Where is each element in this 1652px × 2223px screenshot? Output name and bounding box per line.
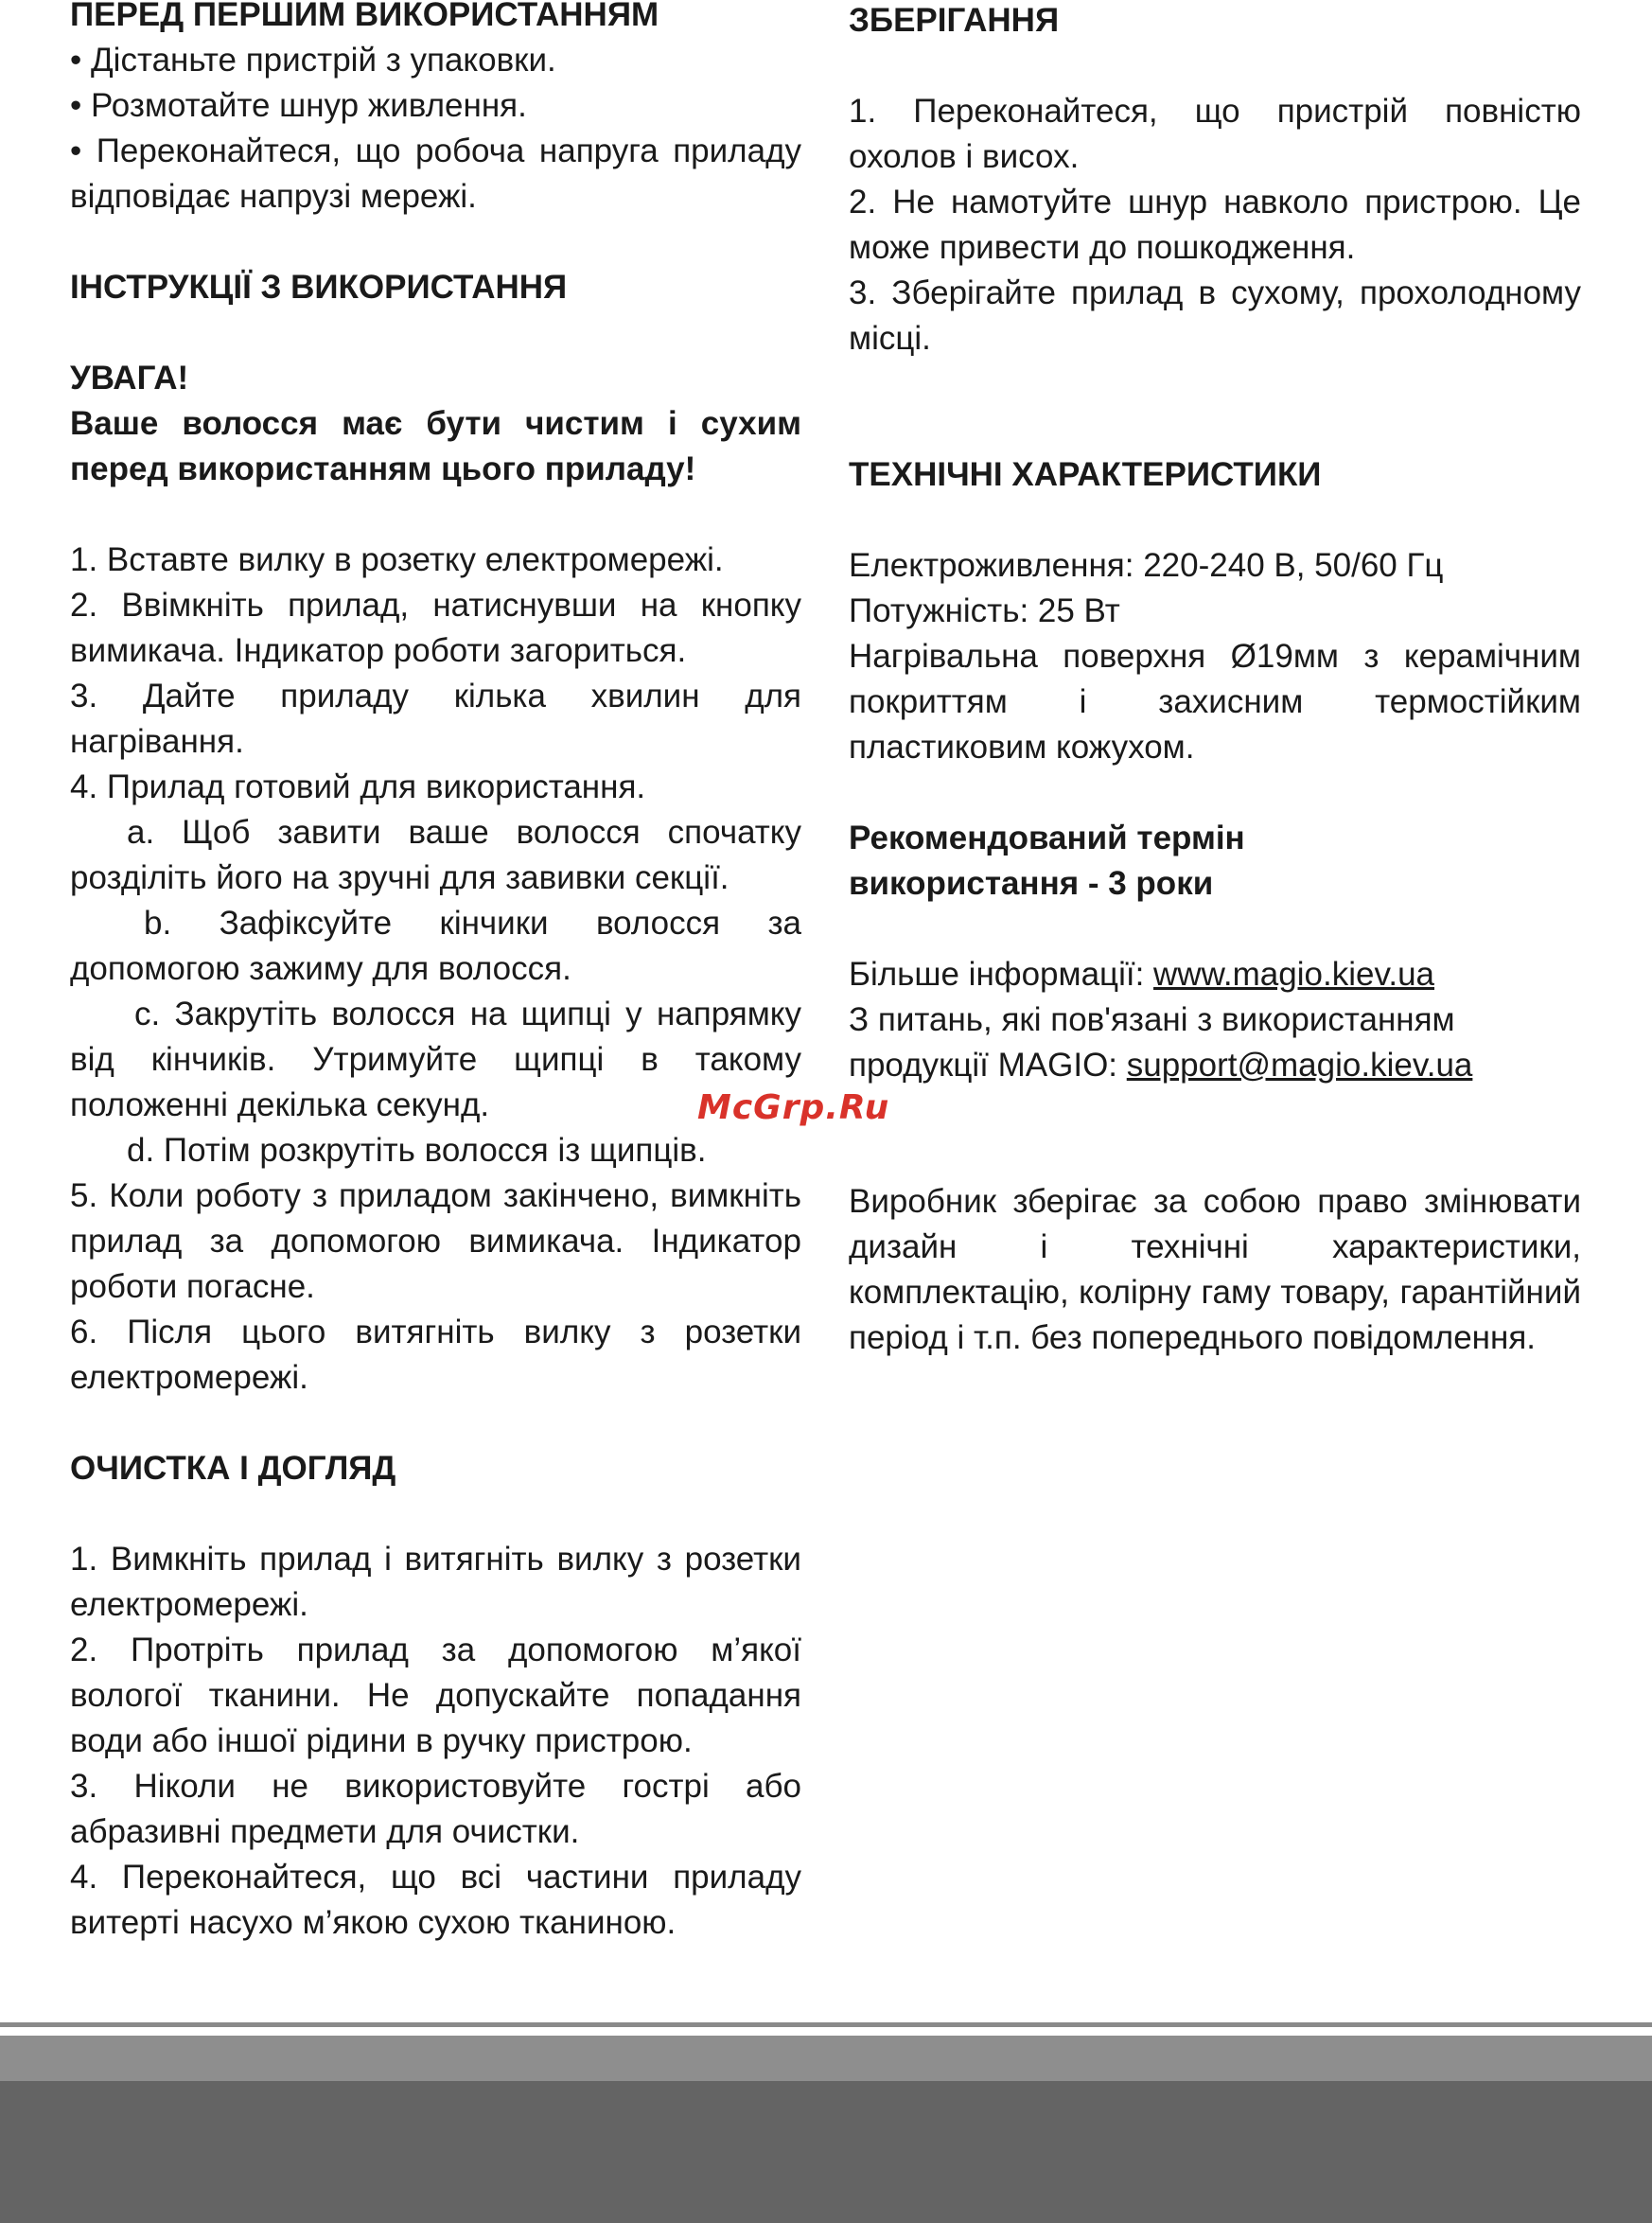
cleaning-step-2: 2. Протріть прилад за допомогою м’якої вологої тканини. Не допускайте попадання води або іншої рідини в ручку пристрою. <box>70 1632 801 1759</box>
cleaning-step-4: 4. Переконайтеся, що всі частини приладу витерті насухо м’якою сухою тканиною. <box>70 1859 801 1941</box>
questions-label: продукції MAGIO: <box>849 1047 1127 1084</box>
instruction-step-4d: d. Потім розкрутіть волосся із щипців. <box>127 1132 707 1169</box>
specs-surface: Нагрівальна поверхня Ø19мм з керамічним покриттям і захисним термостійким пластиковим кожухом. <box>849 638 1581 766</box>
instruction-step-4: 4. Прилад готовий для використання. <box>70 768 646 805</box>
instruction-step-4b: b. Зафіксуйте кінчики волосся за допомогою зажиму для волосся. <box>70 905 801 987</box>
footer-band <box>0 2036 1652 2081</box>
storage-step-2: 2. Не намотуйте шнур навколо пристрою. Це може привести до пошкодження. <box>849 184 1581 266</box>
before-use-heading: ПЕРЕД ПЕРШИМ ВИКОРИСТАННЯМ <box>70 0 659 33</box>
more-info-label: Більше інформації: <box>849 956 1154 993</box>
questions-line-1: З питань, які пов'язані з використанням <box>849 1001 1455 1038</box>
email-link[interactable]: support@magio.kiev.ua <box>1126 1047 1473 1084</box>
instruction-step-6: 6. Після цього витягніть вилку з розетки електромережі. <box>70 1314 801 1396</box>
warning-title: УВАГА! <box>70 360 189 397</box>
instruction-step-5: 5. Коли роботу з приладом закінчено, вимкніть прилад за допомогою вимикача. Індикатор роботи погасне. <box>70 1177 801 1305</box>
instruction-step-1: 1. Вставте вилку в розетку електромережі. <box>70 541 724 578</box>
storage-step-1: 1. Переконайтеся, що пристрій повністю охолов і висох. <box>849 93 1581 175</box>
cleaning-heading: ОЧИСТКА І ДОГЛЯД <box>70 1450 396 1487</box>
disclaimer: Виробник зберігає за собою право змінювати дизайн і технічні характеристики, комплектацію, колірну гаму товару, гарантійний період і т.п. без попереднього повідомлення. <box>849 1183 1581 1356</box>
left-column <box>70 0 801 1946</box>
lifetime-line-1: Рекомендований термін <box>849 820 1245 856</box>
cleaning-step-1: 1. Вимкніть прилад і витягніть вилку з розетки електромережі. <box>70 1541 801 1623</box>
instruction-step-3: 3. Дайте приладу кілька хвилин для нагрівання. <box>70 678 801 760</box>
specs-power-supply: Електроживлення: 220-240 В, 50/60 Гц <box>849 547 1444 584</box>
questions-line-2 <box>849 1043 1581 1088</box>
website-link[interactable]: www.magio.kiev.ua <box>1153 956 1435 993</box>
right-column <box>849 0 1581 1361</box>
specs-power: Потужність: 25 Вт <box>849 592 1120 629</box>
warning-text: Ваше волосся має бути чистим і сухим перед використанням цього приладу! <box>70 405 801 487</box>
instructions-heading: ІНСТРУКЦІЇ З ВИКОРИСТАННЯ <box>70 269 568 306</box>
instruction-step-4c: c. Закрутіть волосся на щипці у напрямку від кінчиків. Утримуйте щипці в такому положенні декілька секунд. <box>70 996 801 1123</box>
lifetime-line-2: використання - 3 роки <box>849 865 1214 902</box>
footer-bar <box>0 2081 1652 2223</box>
before-use-item-2: • Розмотайте шнур живлення. <box>70 87 527 124</box>
cleaning-step-3: 3. Ніколи не використовуйте гострі або абразивні предмети для очистки. <box>70 1768 801 1850</box>
specs-heading: ТЕХНІЧНІ ХАРАКТЕРИСТИКИ <box>849 456 1322 493</box>
watermark: McGrp.Ru <box>697 1088 890 1127</box>
storage-step-3: 3. Зберігайте прилад в сухому, прохолодному місці. <box>849 274 1581 357</box>
before-use-item-1: • Дістаньте пристрій з упаковки. <box>70 42 556 79</box>
before-use-item-3: • Переконайтеся, що робоча напруга приладу відповідає напрузі мережі. <box>70 132 801 215</box>
more-info-line <box>849 952 1581 997</box>
instruction-step-4a: a. Щоб завити ваше волосся спочатку розділіть його на зручні для завивки секції. <box>70 814 801 896</box>
storage-heading: ЗБЕРІГАННЯ <box>849 2 1060 39</box>
footer-divider <box>0 2022 1652 2027</box>
instruction-step-2: 2. Ввімкніть прилад, натиснувши на кнопку вимикача. Індикатор роботи загориться. <box>70 587 801 669</box>
